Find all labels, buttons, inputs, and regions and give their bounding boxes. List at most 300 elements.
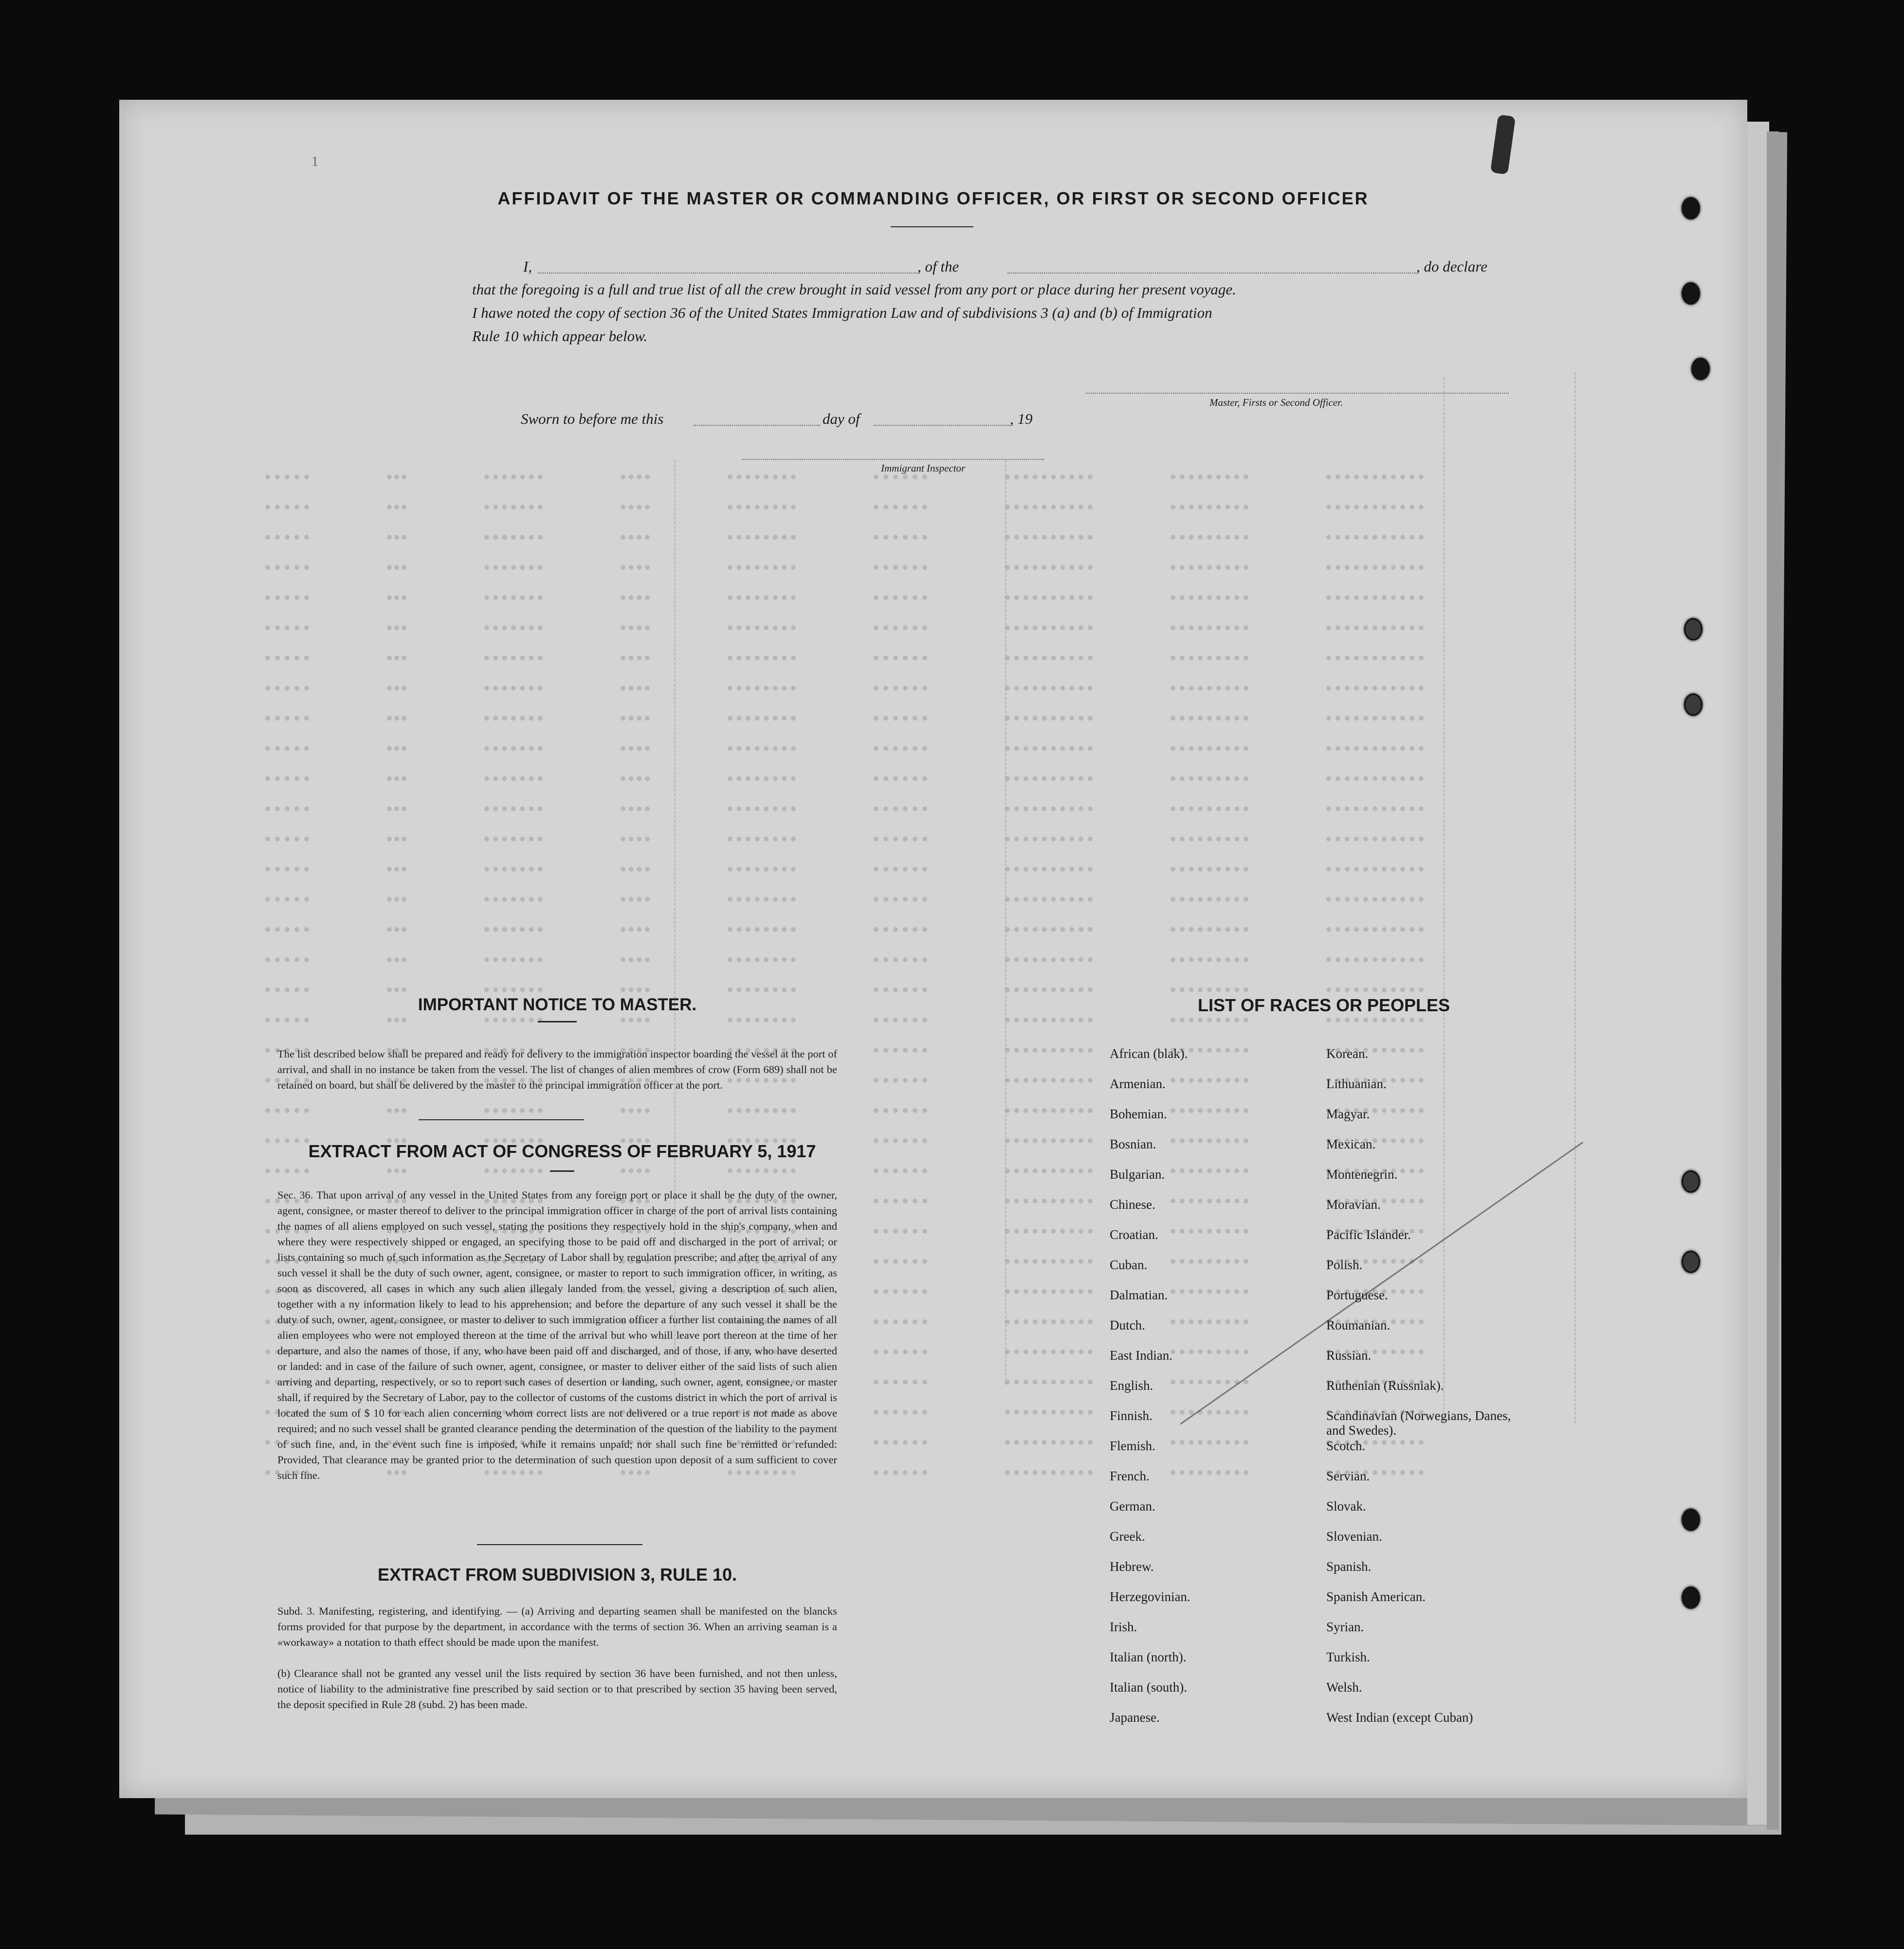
bleed-through-mark bbox=[1005, 651, 1093, 660]
page-mark: 1 bbox=[311, 154, 318, 169]
bleed-through-mark bbox=[874, 1465, 927, 1475]
bleed-through-mark bbox=[1171, 771, 1248, 781]
sworn-text: Sworn to before me this bbox=[521, 410, 664, 427]
race-item: Chinese. bbox=[1110, 1197, 1155, 1212]
bleed-through-mark bbox=[387, 922, 406, 932]
bleed-through-mark bbox=[387, 530, 406, 540]
race-item: Flemish. bbox=[1110, 1439, 1155, 1453]
bleed-through-mark bbox=[1171, 560, 1248, 570]
race-item: Spanish American. bbox=[1326, 1589, 1426, 1604]
bleed-through-row bbox=[265, 741, 1677, 763]
bleed-through-mark bbox=[874, 681, 927, 691]
bleed-through-mark bbox=[621, 832, 650, 841]
bleed-through-mark bbox=[484, 801, 543, 811]
bleed-through-mark bbox=[874, 741, 927, 751]
bleed-through-mark bbox=[484, 620, 543, 630]
bleed-through-mark bbox=[1005, 983, 1093, 992]
race-item: Magyar. bbox=[1326, 1107, 1370, 1121]
bleed-through-mark bbox=[387, 832, 406, 841]
bleed-through-mark bbox=[874, 530, 927, 540]
bleed-through-mark bbox=[1005, 560, 1093, 570]
notice-text: The list described below shall be prepared and ready for delivery to the immigration inspector boarding the vessel at the port of arrival, and shall in no instance be taken from the vessel. The list of changes of alien membres of crow (Form 689) shall not be retained on board, but shall be delivered by the master to the principal immigration officer at the port. bbox=[277, 1048, 837, 1091]
bleed-through-mark bbox=[1005, 741, 1093, 751]
bleed-through-mark bbox=[621, 560, 650, 570]
bleed-through-mark bbox=[874, 983, 927, 992]
bleed-through-mark bbox=[387, 952, 406, 962]
act-extract-text: Sec. 36. That upon arrival of any vessel in the United States from any foreign port or place it shall be the duty of the owner, agent, consignee, or master thereof to deliver to the principal immigration officer in charge of the port of arrival lists containing the names of all aliens employed on such vessel, stating the positions they respectively hold in the ship's company, when and where they were respectively shipped or engaged, an specifying those to be paid off and discharged in the port of arrival; or lists containing so much of such information as the Secretary of Labor shall by regulation prescribe; and after the arrival of any such vessel it shall be the duty of such owner, agent, consignee, or master to report to such immigration officer, in writing, as soon as discovered, all cases in which any such alien illegaly landed from the vessel, giving a description of such alien, together with a ny information likely to lead to his apprehension; and before the departure of any such vessel it shall be the duty of such, owner, agent, consignee, or master to deliver to such immigration officer a further list containing the names of all alien employees who were not employed thereon at the time of the arrival but who whill leave port thereon at the time of her departure, and also the names of those, if any, who have been paid off and discharged, and of those, if any, who have deserted or landed: and in case of the failure of such owner, agent, consignee, or master to deliver either of the said lists of such alien arriving and departing, respectively, or so to report such cases of desertion or landing, such owner, agent, consignee, or master shall, if required by the Secretary of Labor, pay to the collector of customs of the customs district in which the port of arrival is located the sum of $ 10 for each alien concerning whom correct lists are not delivered or a true report is not made as above required; and no such vessel shall be granted clearance pending the determination of the question of the liability to the payment of such fine, and, in the event such fine is imposed, while it remains unpaid; nor shall such fine be remitted or refunded: Provided, That clearance may be granted prior to the determination of such question upon deposit of a sum sufficient to cover such fine. bbox=[277, 1189, 837, 1481]
bleed-through-mark bbox=[874, 771, 927, 781]
bleed-through-mark bbox=[387, 560, 406, 570]
race-item: German. bbox=[1110, 1499, 1155, 1513]
bleed-through-mark bbox=[621, 741, 650, 751]
bleed-through-mark bbox=[1005, 1043, 1093, 1053]
binder-hole bbox=[1682, 1170, 1700, 1193]
rule-extract-title: EXTRACT FROM SUBDIVISION 3, RULE 10. bbox=[377, 1565, 737, 1585]
bleed-through-mark bbox=[874, 1375, 927, 1384]
race-item: Pacific Islander. bbox=[1326, 1227, 1411, 1242]
race-item: Herzegovinian. bbox=[1110, 1589, 1190, 1604]
bleed-through-mark bbox=[621, 801, 650, 811]
bleed-through-mark bbox=[265, 681, 309, 691]
bleed-through-mark bbox=[1005, 1103, 1093, 1113]
bleed-through-mark bbox=[265, 771, 309, 781]
bleed-through-row bbox=[265, 892, 1677, 913]
bleed-through-mark bbox=[265, 590, 309, 600]
bleed-through-row bbox=[265, 952, 1677, 974]
bleed-through-mark bbox=[387, 470, 406, 479]
race-item: Bosnian. bbox=[1110, 1137, 1156, 1151]
bleed-through-mark bbox=[728, 560, 796, 570]
separator-rule-2 bbox=[477, 1544, 642, 1545]
bleed-through-mark bbox=[874, 1314, 927, 1324]
binder-hole bbox=[1684, 618, 1703, 640]
affidavit-i: I, bbox=[523, 258, 532, 275]
bleed-through-mark bbox=[265, 922, 309, 932]
race-item: Armenian. bbox=[1110, 1076, 1166, 1091]
bleed-through-mark bbox=[874, 801, 927, 811]
race-item: Scandinavian (Norwegians, Danes, and Swedes). bbox=[1326, 1408, 1511, 1438]
race-item: Irish. bbox=[1110, 1620, 1137, 1634]
binder-hole bbox=[1682, 1251, 1700, 1273]
race-item: Polish. bbox=[1326, 1257, 1363, 1272]
bleed-through-mark bbox=[728, 681, 796, 691]
bleed-through-mark bbox=[265, 530, 309, 540]
bleed-through-mark bbox=[387, 1103, 406, 1113]
race-item: Greek. bbox=[1110, 1529, 1145, 1544]
bleed-through-mark bbox=[1171, 651, 1248, 660]
bleed-through-mark bbox=[1326, 500, 1424, 510]
bleed-through-row bbox=[265, 651, 1677, 672]
bleed-through-row bbox=[265, 590, 1677, 612]
bleed-through-mark bbox=[387, 500, 406, 510]
bleed-through-mark bbox=[484, 1164, 543, 1173]
bleed-through-mark bbox=[874, 922, 927, 932]
bleed-through-mark bbox=[621, 500, 650, 510]
bleed-through-mark bbox=[484, 500, 543, 510]
bleed-through-mark bbox=[1005, 832, 1093, 841]
bleed-through-mark bbox=[484, 530, 543, 540]
bleed-through-mark bbox=[728, 1164, 796, 1173]
bleed-through-mark bbox=[621, 1103, 650, 1113]
bleed-through-mark bbox=[1005, 1254, 1093, 1264]
bleed-through-mark bbox=[1005, 1013, 1093, 1022]
bleed-through-mark bbox=[265, 1103, 309, 1113]
bleed-through-mark bbox=[728, 862, 796, 872]
race-item: Hebrew. bbox=[1110, 1559, 1154, 1574]
bleed-through-mark bbox=[621, 862, 650, 872]
bleed-through-mark bbox=[484, 681, 543, 691]
affidavit-title: AFFIDAVIT OF THE MASTER OR COMMANDING OFFICER, OR FIRST OR SECOND OFFICER bbox=[497, 188, 1369, 208]
bleed-through-mark bbox=[1005, 1073, 1093, 1083]
title-rule bbox=[891, 226, 973, 227]
bleed-through-mark bbox=[265, 560, 309, 570]
races-list-right bbox=[1326, 1046, 1511, 1740]
bleed-through-mark bbox=[1005, 801, 1093, 811]
bleed-through-mark bbox=[874, 620, 927, 630]
bleed-through-mark bbox=[874, 1284, 927, 1294]
bleed-through-mark bbox=[1326, 711, 1424, 721]
race-item: East Indian. bbox=[1110, 1348, 1172, 1363]
bleed-through-mark bbox=[387, 771, 406, 781]
bleed-through-mark bbox=[728, 530, 796, 540]
bleed-through-mark bbox=[1171, 832, 1248, 841]
bleed-through-mark bbox=[1005, 711, 1093, 721]
act-extract-title: EXTRACT FROM ACT OF CONGRESS OF FEBRUARY 5, 1917 bbox=[308, 1141, 816, 1161]
bleed-through-mark bbox=[874, 1013, 927, 1022]
bleed-through-mark bbox=[484, 983, 543, 992]
bleed-through-mark bbox=[1005, 1314, 1093, 1324]
bleed-through-mark bbox=[1005, 1224, 1093, 1234]
bleed-through-mark bbox=[728, 651, 796, 660]
binder-hole bbox=[1691, 358, 1710, 380]
bleed-through-mark bbox=[728, 771, 796, 781]
bleed-through-mark bbox=[874, 1103, 927, 1113]
race-item: Lithuanian. bbox=[1326, 1076, 1387, 1091]
race-item: Japanese. bbox=[1110, 1710, 1160, 1725]
bleed-through-mark bbox=[728, 892, 796, 902]
race-item: Russian. bbox=[1326, 1348, 1372, 1363]
bleed-through-mark bbox=[621, 530, 650, 540]
document-page bbox=[119, 100, 1747, 1798]
bleed-through-mark bbox=[728, 1103, 796, 1113]
bleed-through-mark bbox=[1326, 922, 1424, 932]
bleed-through-mark bbox=[484, 952, 543, 962]
bleed-through-mark bbox=[874, 1405, 927, 1415]
rule-extract-text-a: Subd. 3. Manifesting, registering, and identifying. — (a) Arriving and departing seamen shall be manifested on the blancks forms provided for that purpose by the department, in accordance with the terms of section 36. When an arriving seaman is a «workaway» a notation to thath effect should be made upon the manifest. bbox=[277, 1605, 837, 1648]
bleed-through-mark bbox=[1005, 1164, 1093, 1173]
bleed-through-mark bbox=[728, 741, 796, 751]
bleed-through-mark bbox=[728, 801, 796, 811]
bleed-through-mark bbox=[484, 892, 543, 902]
day-blank[interactable] bbox=[694, 425, 820, 426]
race-item: Syrian. bbox=[1326, 1620, 1364, 1634]
bleed-through-mark bbox=[1171, 801, 1248, 811]
bleed-through-mark bbox=[387, 681, 406, 691]
race-item: Montenegrin. bbox=[1326, 1167, 1398, 1182]
bleed-through-mark bbox=[1005, 1435, 1093, 1445]
bleed-through-mark bbox=[484, 1103, 543, 1113]
race-item: Ruthenian (Russniak). bbox=[1326, 1378, 1444, 1393]
race-item: English. bbox=[1110, 1378, 1153, 1393]
bleed-through-mark bbox=[484, 651, 543, 660]
separator-rule-1 bbox=[419, 1119, 584, 1120]
bleed-through-mark bbox=[1326, 862, 1424, 872]
bleed-through-mark bbox=[265, 983, 309, 992]
bleed-through-mark bbox=[1326, 832, 1424, 841]
year-text: , 19 bbox=[1010, 410, 1033, 427]
inspector-blank[interactable] bbox=[742, 459, 1044, 460]
bleed-through-mark bbox=[265, 620, 309, 630]
bleed-through-mark bbox=[1171, 862, 1248, 872]
staple bbox=[1490, 114, 1516, 175]
bleed-through-mark bbox=[728, 711, 796, 721]
binder-hole bbox=[1684, 693, 1703, 716]
bleed-through-mark bbox=[621, 983, 650, 992]
page-edge-stack-back bbox=[1767, 131, 1779, 1830]
bleed-through-mark bbox=[728, 620, 796, 630]
signature-blank[interactable] bbox=[1085, 393, 1509, 394]
bleed-through-mark bbox=[265, 1164, 309, 1173]
bleed-through-mark bbox=[621, 952, 650, 962]
page-edge-stack bbox=[1747, 122, 1769, 1825]
bleed-through-mark bbox=[387, 983, 406, 992]
bleed-through-mark bbox=[1326, 651, 1424, 660]
bleed-through-mark bbox=[484, 741, 543, 751]
notice-ornament bbox=[538, 1021, 577, 1022]
bleed-through-mark bbox=[1326, 681, 1424, 691]
bleed-through-mark bbox=[1326, 892, 1424, 902]
bleed-through-mark bbox=[728, 832, 796, 841]
bleed-through-mark bbox=[265, 952, 309, 962]
bleed-through-mark bbox=[1005, 1194, 1093, 1203]
bleed-through-mark bbox=[265, 892, 309, 902]
bleed-through-row bbox=[265, 681, 1677, 702]
bleed-through-mark bbox=[484, 832, 543, 841]
bleed-through-mark bbox=[874, 1345, 927, 1354]
race-item: Italian (south). bbox=[1110, 1680, 1187, 1694]
bleed-through-mark bbox=[728, 590, 796, 600]
bleed-through-mark bbox=[621, 892, 650, 902]
bleed-through-mark bbox=[265, 741, 309, 751]
bleed-through-mark bbox=[1005, 1375, 1093, 1384]
bleed-through-mark bbox=[1326, 801, 1424, 811]
bleed-through-mark bbox=[1326, 530, 1424, 540]
race-item: Scotch. bbox=[1326, 1439, 1366, 1453]
binder-hole bbox=[1682, 1509, 1700, 1531]
bleed-through-mark bbox=[1005, 862, 1093, 872]
bleed-through-mark bbox=[874, 1224, 927, 1234]
bleed-through-mark bbox=[265, 711, 309, 721]
race-item: Finnish. bbox=[1110, 1408, 1153, 1423]
bleed-through-mark bbox=[1171, 590, 1248, 600]
bleed-through-mark bbox=[1005, 771, 1093, 781]
bleed-through-mark bbox=[1005, 1284, 1093, 1294]
bleed-through-mark bbox=[1005, 590, 1093, 600]
bleed-through-mark bbox=[387, 711, 406, 721]
affidavit-line-3: I hawe noted the copy of section 36 of the United States Immigration Law and of subdivisions 3 (a) and (b) of Immigration bbox=[472, 304, 1212, 321]
bleed-through-mark bbox=[1171, 892, 1248, 902]
bleed-through-mark bbox=[387, 801, 406, 811]
bleed-through-row bbox=[265, 832, 1677, 853]
bleed-through-mark bbox=[621, 681, 650, 691]
binder-hole bbox=[1682, 197, 1700, 219]
race-item: Dalmatian. bbox=[1110, 1288, 1168, 1302]
bleed-through-mark bbox=[874, 500, 927, 510]
binder-hole bbox=[1682, 1586, 1700, 1609]
bleed-through-mark bbox=[1171, 711, 1248, 721]
bleed-through-mark bbox=[728, 470, 796, 479]
bleed-through-mark bbox=[1326, 983, 1424, 992]
bleed-through-mark bbox=[728, 983, 796, 992]
bleed-through-mark bbox=[621, 771, 650, 781]
bleed-through-mark bbox=[874, 560, 927, 570]
bleed-through-mark bbox=[874, 1043, 927, 1053]
bleed-through-mark bbox=[484, 922, 543, 932]
bleed-through-row bbox=[265, 560, 1677, 582]
bleed-through-mark bbox=[1005, 952, 1093, 962]
act-ornament bbox=[550, 1170, 574, 1172]
race-item: Moravian. bbox=[1326, 1197, 1381, 1212]
bleed-through-mark bbox=[874, 1164, 927, 1173]
bleed-through-mark bbox=[484, 470, 543, 479]
bleed-through-mark bbox=[265, 651, 309, 660]
bleed-through-mark bbox=[484, 711, 543, 721]
affidavit-do-declare: , do declare bbox=[1416, 258, 1488, 275]
bleed-through-row bbox=[265, 711, 1677, 732]
race-item: Servian. bbox=[1326, 1469, 1370, 1483]
race-item: Welsh. bbox=[1326, 1680, 1362, 1694]
notice-title: IMPORTANT NOTICE TO MASTER. bbox=[418, 995, 697, 1014]
bleed-through-mark bbox=[621, 651, 650, 660]
race-item: Cuban. bbox=[1110, 1257, 1148, 1272]
bleed-through-mark bbox=[1171, 922, 1248, 932]
race-item: Slovenian. bbox=[1326, 1529, 1382, 1544]
bleed-through-mark bbox=[1171, 741, 1248, 751]
bleed-through-mark bbox=[874, 862, 927, 872]
bleed-through-mark bbox=[874, 1073, 927, 1083]
bleed-through-mark bbox=[1171, 681, 1248, 691]
race-item: West Indian (except Cuban) bbox=[1326, 1710, 1473, 1725]
race-item: Slovak. bbox=[1326, 1499, 1366, 1513]
race-item: Bulgarian. bbox=[1110, 1167, 1165, 1182]
bleed-through-mark bbox=[1171, 983, 1248, 992]
race-item: Dutch. bbox=[1110, 1318, 1145, 1332]
bleed-through-mark bbox=[1171, 530, 1248, 540]
bleed-through-mark bbox=[621, 711, 650, 721]
race-item: Portuguese. bbox=[1326, 1288, 1388, 1302]
bleed-through-mark bbox=[1005, 1405, 1093, 1415]
rule-extract-text-b: (b) Clearance shall not be granted any vessel unil the lists required by section 36 have been furnished, and not then unless, notice of liability to the administrative fine prescribed by said section or to that prescribed by section 35 having been served, the deposit specified in Rule 28 (subd. 2) has been made. bbox=[277, 1667, 837, 1711]
bleed-through-row bbox=[265, 1013, 1677, 1034]
bleed-through-mark bbox=[1171, 500, 1248, 510]
bleed-through-mark bbox=[1005, 470, 1093, 479]
bleed-through-mark bbox=[1005, 500, 1093, 510]
bleed-through-mark bbox=[728, 500, 796, 510]
bleed-through-mark bbox=[874, 711, 927, 721]
bleed-through-row bbox=[265, 801, 1677, 823]
bleed-through-row bbox=[265, 620, 1677, 642]
bleed-through-row bbox=[265, 922, 1677, 944]
bleed-through-mark bbox=[1005, 681, 1093, 691]
race-item: Roumanian. bbox=[1326, 1318, 1391, 1332]
bleed-through-mark bbox=[1326, 620, 1424, 630]
race-item: French. bbox=[1110, 1469, 1150, 1483]
bleed-through-mark bbox=[874, 1194, 927, 1203]
bleed-through-mark bbox=[265, 832, 309, 841]
signer-label: Master, Firsts or Second Officer. bbox=[1209, 397, 1343, 408]
bleed-through-mark bbox=[265, 500, 309, 510]
bleed-through-row bbox=[265, 470, 1677, 491]
bleed-through-mark bbox=[874, 1435, 927, 1445]
race-item: Turkish. bbox=[1326, 1650, 1370, 1664]
bleed-through-mark bbox=[1005, 892, 1093, 902]
bleed-through-mark bbox=[728, 952, 796, 962]
binder-hole bbox=[1682, 282, 1700, 305]
bleed-through-mark bbox=[387, 590, 406, 600]
affidavit-line-4: Rule 10 which appear below. bbox=[472, 328, 648, 345]
race-item: Bohemian. bbox=[1110, 1107, 1167, 1121]
races-title: LIST OF RACES OR PEOPLES bbox=[1197, 995, 1450, 1015]
race-item: Korean. bbox=[1326, 1046, 1369, 1061]
bleed-through-mark bbox=[1326, 952, 1424, 962]
bleed-through-mark bbox=[387, 892, 406, 902]
race-item: Spanish. bbox=[1326, 1559, 1372, 1574]
bleed-through-mark bbox=[1326, 590, 1424, 600]
race-item: Italian (north). bbox=[1110, 1650, 1187, 1664]
bleed-through-row bbox=[265, 771, 1677, 793]
races-list-left bbox=[1110, 1046, 1190, 1740]
bleed-through-mark bbox=[1005, 530, 1093, 540]
bleed-through-mark bbox=[1326, 470, 1424, 479]
bleed-through-mark bbox=[484, 590, 543, 600]
bleed-through-row bbox=[265, 500, 1677, 521]
affidavit-line-2: that the foregoing is a full and true list of all the crew brought in said vessel from any port or place during her present voyage. bbox=[472, 281, 1236, 298]
bleed-through-mark bbox=[387, 651, 406, 660]
bleed-through-mark bbox=[387, 862, 406, 872]
day-of-text: day of bbox=[823, 410, 860, 427]
bleed-through-mark bbox=[1171, 952, 1248, 962]
bleed-through-mark bbox=[621, 620, 650, 630]
bleed-through-mark bbox=[728, 922, 796, 932]
bleed-through-mark bbox=[1171, 470, 1248, 479]
bleed-through-mark bbox=[484, 862, 543, 872]
bleed-through-mark bbox=[621, 590, 650, 600]
bleed-through-mark bbox=[621, 470, 650, 479]
bleed-through-mark bbox=[265, 801, 309, 811]
bleed-through-row bbox=[265, 530, 1677, 551]
bleed-through-mark bbox=[484, 771, 543, 781]
bleed-through-mark bbox=[484, 560, 543, 570]
bleed-through-mark bbox=[1326, 771, 1424, 781]
bleed-through-mark bbox=[621, 1164, 650, 1173]
bleed-through-mark bbox=[621, 922, 650, 932]
bleed-through-mark bbox=[387, 1164, 406, 1173]
bleed-through-mark bbox=[387, 620, 406, 630]
bleed-through-mark bbox=[874, 832, 927, 841]
race-item: Croatian. bbox=[1110, 1227, 1158, 1242]
bleed-through-row bbox=[265, 862, 1677, 883]
race-item: Mexican. bbox=[1326, 1137, 1376, 1151]
bleed-through-mark bbox=[874, 651, 927, 660]
bleed-through-mark bbox=[874, 952, 927, 962]
bleed-through-mark bbox=[265, 862, 309, 872]
bleed-through-mark bbox=[1326, 560, 1424, 570]
bleed-through-mark bbox=[1171, 620, 1248, 630]
bleed-through-mark bbox=[1326, 741, 1424, 751]
bleed-through-mark bbox=[1005, 1465, 1093, 1475]
bleed-through-mark bbox=[265, 470, 309, 479]
month-blank[interactable] bbox=[874, 425, 1010, 426]
